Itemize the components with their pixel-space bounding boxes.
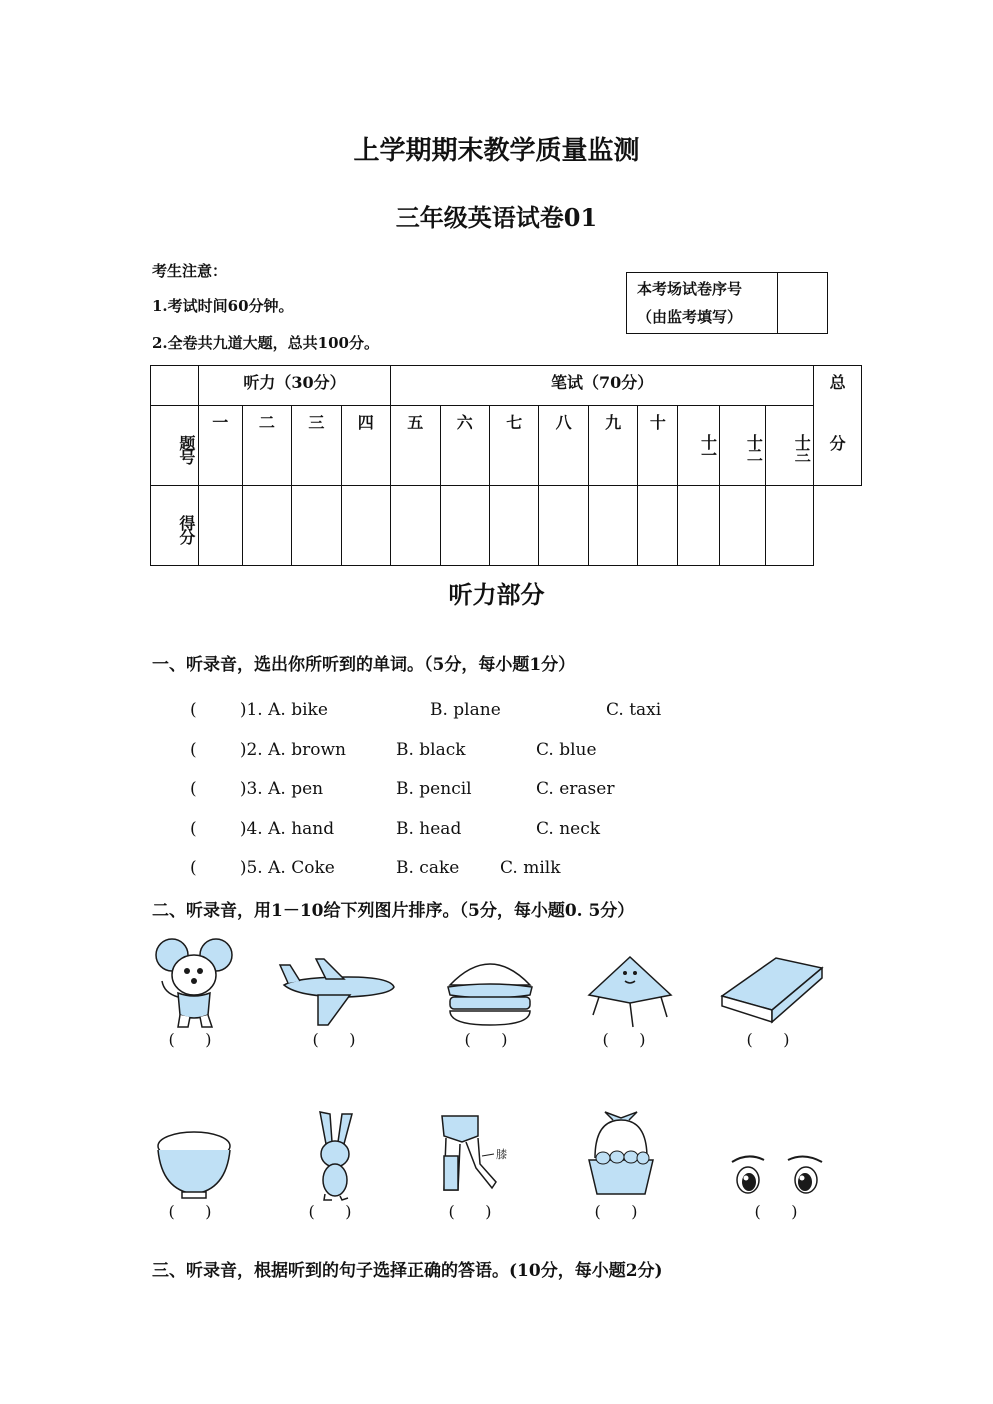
question-number-cell: 五 (391, 406, 440, 486)
score-cell[interactable] (489, 486, 538, 566)
seat-box-line2: （由监考填写） (637, 308, 743, 326)
score-cell[interactable] (588, 486, 637, 566)
total-label-top: 总 (829, 373, 846, 392)
question-number-cell: 一 (198, 406, 242, 486)
question-number-cell: 十二 (720, 406, 766, 486)
score-cell[interactable] (678, 486, 720, 566)
notes-heading: 考生注意： (152, 262, 228, 280)
score-cell[interactable] (341, 486, 390, 566)
score-label: 得分 (151, 486, 199, 566)
question-number-cell: 二 (242, 406, 291, 486)
rice-bowl-picture (154, 1128, 234, 1200)
total-header (814, 366, 862, 486)
answer-blank[interactable]: ( ) (594, 1202, 638, 1221)
score-cell[interactable] (198, 486, 242, 566)
q1-item-option-b: B. head (396, 819, 462, 839)
q1-item-option-a: ( )4. A. hand (190, 819, 335, 839)
written-header: 笔试（70分） (391, 366, 814, 406)
q1-heading: 一、听录音，选出你所听到的单词。（5分，每小题1分） (152, 655, 576, 675)
q1-item-option-c: C. neck (536, 819, 601, 839)
question-number-cell: 七 (489, 406, 538, 486)
score-cell[interactable] (539, 486, 588, 566)
q1-item-option-c: C. milk (500, 858, 561, 878)
q3-heading: 三、听录音，根据听到的句子选择正确的答语。(10分，每小题2分) (152, 1261, 663, 1281)
exam-title: 上学期期末教学质量监测 (353, 136, 640, 166)
seat-box-line1: 本考场试卷序号 (637, 280, 743, 298)
q1-item-option-a: ( )5. A. Coke (190, 858, 335, 878)
egg-basket-picture (585, 1108, 657, 1198)
score-cell[interactable] (391, 486, 440, 566)
answer-blank[interactable]: ( ) (168, 1030, 212, 1049)
question-number-cell: 八 (539, 406, 588, 486)
question-number-cell: 三 (292, 406, 341, 486)
score-cell[interactable] (720, 486, 766, 566)
seat-number-box (626, 272, 828, 334)
mouse-picture (150, 935, 240, 1030)
rabbit-picture (310, 1110, 360, 1202)
question-number-cell: 十 (638, 406, 678, 486)
q1-item-option-c: C. taxi (606, 700, 662, 720)
listening-section-title: 听力部分 (448, 580, 545, 609)
book-picture (718, 952, 826, 1027)
answer-blank[interactable]: ( ) (312, 1030, 356, 1049)
q1-item-option-c: C. eraser (536, 779, 615, 799)
hamburger-picture (444, 955, 536, 1027)
q1-item-option-c: C. blue (536, 740, 597, 760)
score-cell[interactable] (766, 486, 814, 566)
kite-picture (585, 955, 675, 1030)
q1-item-option-b: B. black (396, 740, 466, 760)
question-number-cell: 九 (588, 406, 637, 486)
listening-header: 听力（30分） (198, 366, 390, 406)
score-cell[interactable] (292, 486, 341, 566)
exam-subtitle: 三年级英语试卷01 (395, 203, 598, 232)
answer-blank[interactable]: ( ) (308, 1202, 352, 1221)
score-cell[interactable] (638, 486, 678, 566)
q1-item-option-a: ( )2. A. brown (190, 740, 346, 760)
answer-blank[interactable]: ( ) (602, 1030, 646, 1049)
question-number-cell: 十一 (678, 406, 720, 486)
q1-item-option-a: ( )3. A. pen (190, 779, 324, 799)
total-label-bottom: 分 (829, 434, 846, 453)
answer-blank[interactable]: ( ) (168, 1202, 212, 1221)
legs-picture (432, 1112, 512, 1194)
question-number-label: 题号 (151, 406, 199, 486)
eyes-picture (728, 1150, 826, 1200)
question-number-cell: 十三 (766, 406, 814, 486)
answer-blank[interactable]: ( ) (464, 1030, 508, 1049)
score-table (150, 365, 862, 566)
score-cell[interactable] (242, 486, 291, 566)
plane-picture (278, 955, 398, 1027)
notes-line2: 2.全卷共九道大题，总共100分。 (152, 334, 379, 352)
question-number-cell: 六 (440, 406, 489, 486)
q1-item-option-a: ( )1. A. bike (190, 700, 328, 720)
q2-heading: 二、听录音，用1－10给下列图片排序。（5分，每小题0. 5分） (152, 901, 635, 921)
question-number-cell: 四 (341, 406, 390, 486)
notes-line1: 1.考试时间60分钟。 (152, 297, 294, 315)
answer-blank[interactable]: ( ) (754, 1202, 798, 1221)
answer-blank[interactable]: ( ) (448, 1202, 492, 1221)
q1-item-option-b: B. plane (430, 700, 501, 720)
q1-item-option-b: B. cake (396, 858, 460, 878)
answer-blank[interactable]: ( ) (746, 1030, 790, 1049)
q1-item-option-b: B. pencil (396, 779, 472, 799)
score-cell[interactable] (440, 486, 489, 566)
knee-label: 膝 (496, 1148, 507, 1161)
